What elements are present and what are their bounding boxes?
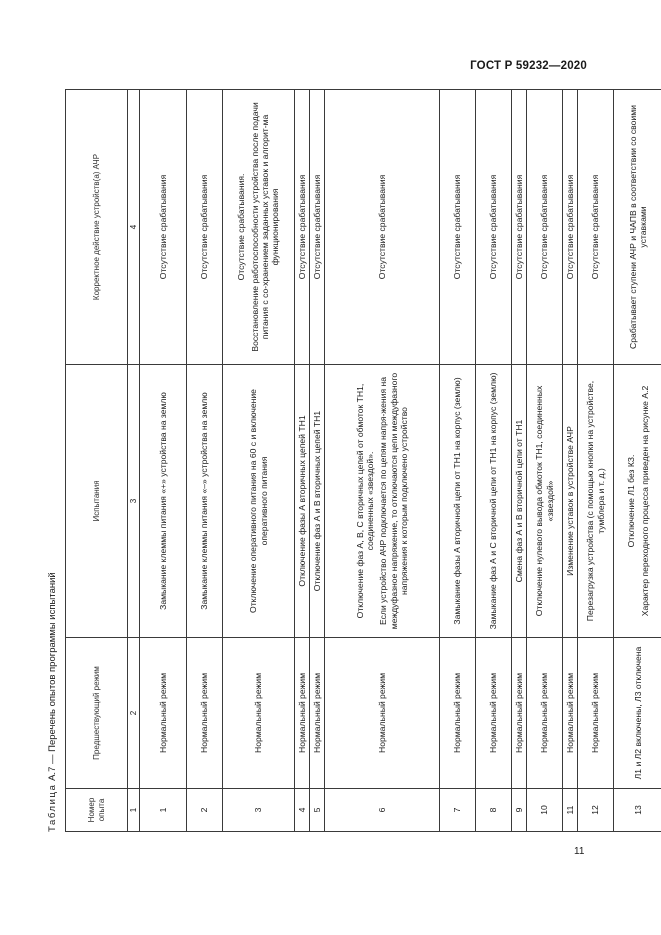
table-row [512,90,527,832]
cell-previous-mode: Нормальный режим [527,638,563,789]
action-paragraph: Отсутствие срабатывания [296,174,307,280]
header-trial-number: Номер опыта [66,789,128,832]
cell-correct-action [614,90,661,365]
test-paragraph: Отключение Л1 без КЗ. [626,454,637,548]
trials-table [65,89,661,832]
test-paragraph: Отключение фаз А, В, С вторичных цепей от обмоток ТН1, соединенных «звездой». [354,383,376,619]
cell-correct-action [140,90,187,365]
test-paragraph: Характер переходного процесса приведен на рисунке А.2 [639,385,650,617]
cell-previous-mode: Нормальный режим [512,638,527,789]
cell-correct-action [440,90,476,365]
cell-test [512,365,527,638]
table-caption-prefix: Таблица [47,783,58,832]
cell-test [325,365,440,638]
action-paragraph: Отсутствие срабатывания [513,174,524,280]
cell-test [187,365,223,638]
cell-test [614,365,661,638]
cell-test [440,365,476,638]
cell-trial-number: 4 [295,789,310,832]
cell-trial-number: 1 [140,789,187,832]
table-caption-title: А.7 — Перечень опытов программы испытаний [47,572,58,781]
page-number: 11 [574,846,585,857]
cell-correct-action [563,90,578,365]
cell-test [578,365,614,638]
action-paragraph: Отсутствие срабатывания. [236,173,247,281]
cell-correct-action [476,90,512,365]
table-row [187,90,223,832]
test-paragraph: Отключение нулевого вывода обмоток ТН1, соединенных «звездой» [534,385,555,617]
cell-previous-mode: Нормальный режим [295,638,310,789]
action-paragraph: Отсутствие срабатывания [157,174,168,280]
cell-previous-mode: Нормальный режим [140,638,187,789]
table-body [140,90,661,832]
cell-correct-action [310,90,325,365]
cell-test [476,365,512,638]
cell-trial-number: 7 [440,789,476,832]
cell-trial-number: 9 [512,789,527,832]
cell-trial-number: 3 [223,789,295,832]
cell-previous-mode: Нормальный режим [476,638,512,789]
table-row [310,90,325,832]
test-paragraph: Замыкание фаз А и С вторичной цепи от ТН1 на корпус (землю) [488,372,499,630]
cell-correct-action [187,90,223,365]
column-number-2: 2 [128,638,140,789]
test-paragraph: Если устройство АЧР подключается по цепям напря-жения на междуфазное напряжение, то отключаются цепи междуфазного напряжения к которым подключено устройство [378,372,409,630]
column-number-1: 1 [128,789,140,832]
rotated-table-block [44,90,650,832]
action-paragraph: Отсутствие срабатывания [311,174,322,280]
cell-trial-number: 12 [578,789,614,832]
header-previous-mode: Предшествующий режим [66,638,128,789]
cell-previous-mode: Нормальный режим [325,638,440,789]
cell-correct-action [527,90,563,365]
cell-correct-action [578,90,614,365]
action-paragraph: Отсутствие срабатывания [199,174,210,280]
table-row [614,90,661,832]
cell-trial-number: 11 [563,789,578,832]
cell-test [140,365,187,638]
cell-previous-mode: Нормальный режим [563,638,578,789]
cell-previous-mode: Нормальный режим [310,638,325,789]
cell-previous-mode: Нормальный режим [578,638,614,789]
test-paragraph: Замыкание фазы А вторичной цепи от ТН1 на корпус (землю) [452,377,463,625]
test-paragraph: Перезагрузка устройства (с помощью кнопки на устройстве, тумблера и т. д.) [585,380,606,622]
action-paragraph: Отсутствие срабатывания [488,174,499,280]
table-row [223,90,295,832]
test-paragraph: Отключение фаз А и В вторичных цепей ТН1 [311,410,322,592]
cell-correct-action [512,90,527,365]
test-paragraph: Отключение оперативного питания на 60 с и включение оперативного питания [248,389,269,613]
column-number-3: 3 [128,365,140,638]
action-paragraph: Отсутствие срабатывания [539,174,550,280]
cell-previous-mode: Л1 и Л2 включены, Л3 отключена [614,638,661,789]
cell-trial-number: 2 [187,789,223,832]
column-number-4: 4 [128,90,140,365]
header-tests: Испытания [66,365,128,638]
cell-test [223,365,295,638]
cell-trial-number: 6 [325,789,440,832]
cell-test [527,365,563,638]
cell-correct-action [295,90,310,365]
table-row [140,90,187,832]
action-paragraph: Восстановление работоспособности устройства после подачи питания с со-хранением заданных уставок и алгорит-ма функционирования [249,102,281,352]
cell-trial-number: 10 [527,789,563,832]
table-caption [44,572,62,832]
table-row [578,90,614,832]
test-paragraph: Смена фаз А и В вторичной цепи от ТН1 [513,419,524,583]
test-paragraph: Замыкание клеммы питания «–» устройства на землю [199,392,210,610]
action-paragraph: Отсутствие срабатывания [590,174,601,280]
cell-correct-action [223,90,295,365]
test-paragraph: Изменение уставок в устройстве АЧР [564,426,575,576]
table-row [325,90,440,832]
test-paragraph: Замыкание клеммы питания «+» устройства на землю [157,392,168,610]
header-correct-action: Корректное действие устройств(а) АЧР [66,90,128,365]
cell-previous-mode: Нормальный режим [187,638,223,789]
cell-trial-number: 13 [614,789,661,832]
test-paragraph: Отключение фазы А вторичных цепей ТН1 [296,415,307,587]
document-id: ГОСТ Р 59232—2020 [470,60,587,72]
action-paragraph: Отсутствие срабатывания [376,174,387,280]
table-row [563,90,578,832]
action-paragraph: Отсутствие срабатывания [452,174,463,280]
cell-test [310,365,325,638]
action-paragraph: Отсутствие срабатывания [564,174,575,280]
cell-test [563,365,578,638]
cell-correct-action [325,90,440,365]
cell-previous-mode: Нормальный режим [223,638,295,789]
cell-test [295,365,310,638]
cell-trial-number: 5 [310,789,325,832]
cell-trial-number: 8 [476,789,512,832]
action-paragraph: Срабатывает ступени АЧР и ЧАПВ в соответствии со своими уставками [627,105,648,349]
table-row [527,90,563,832]
table-row [440,90,476,832]
table-row [295,90,310,832]
table-row [476,90,512,832]
cell-previous-mode: Нормальный режим [440,638,476,789]
